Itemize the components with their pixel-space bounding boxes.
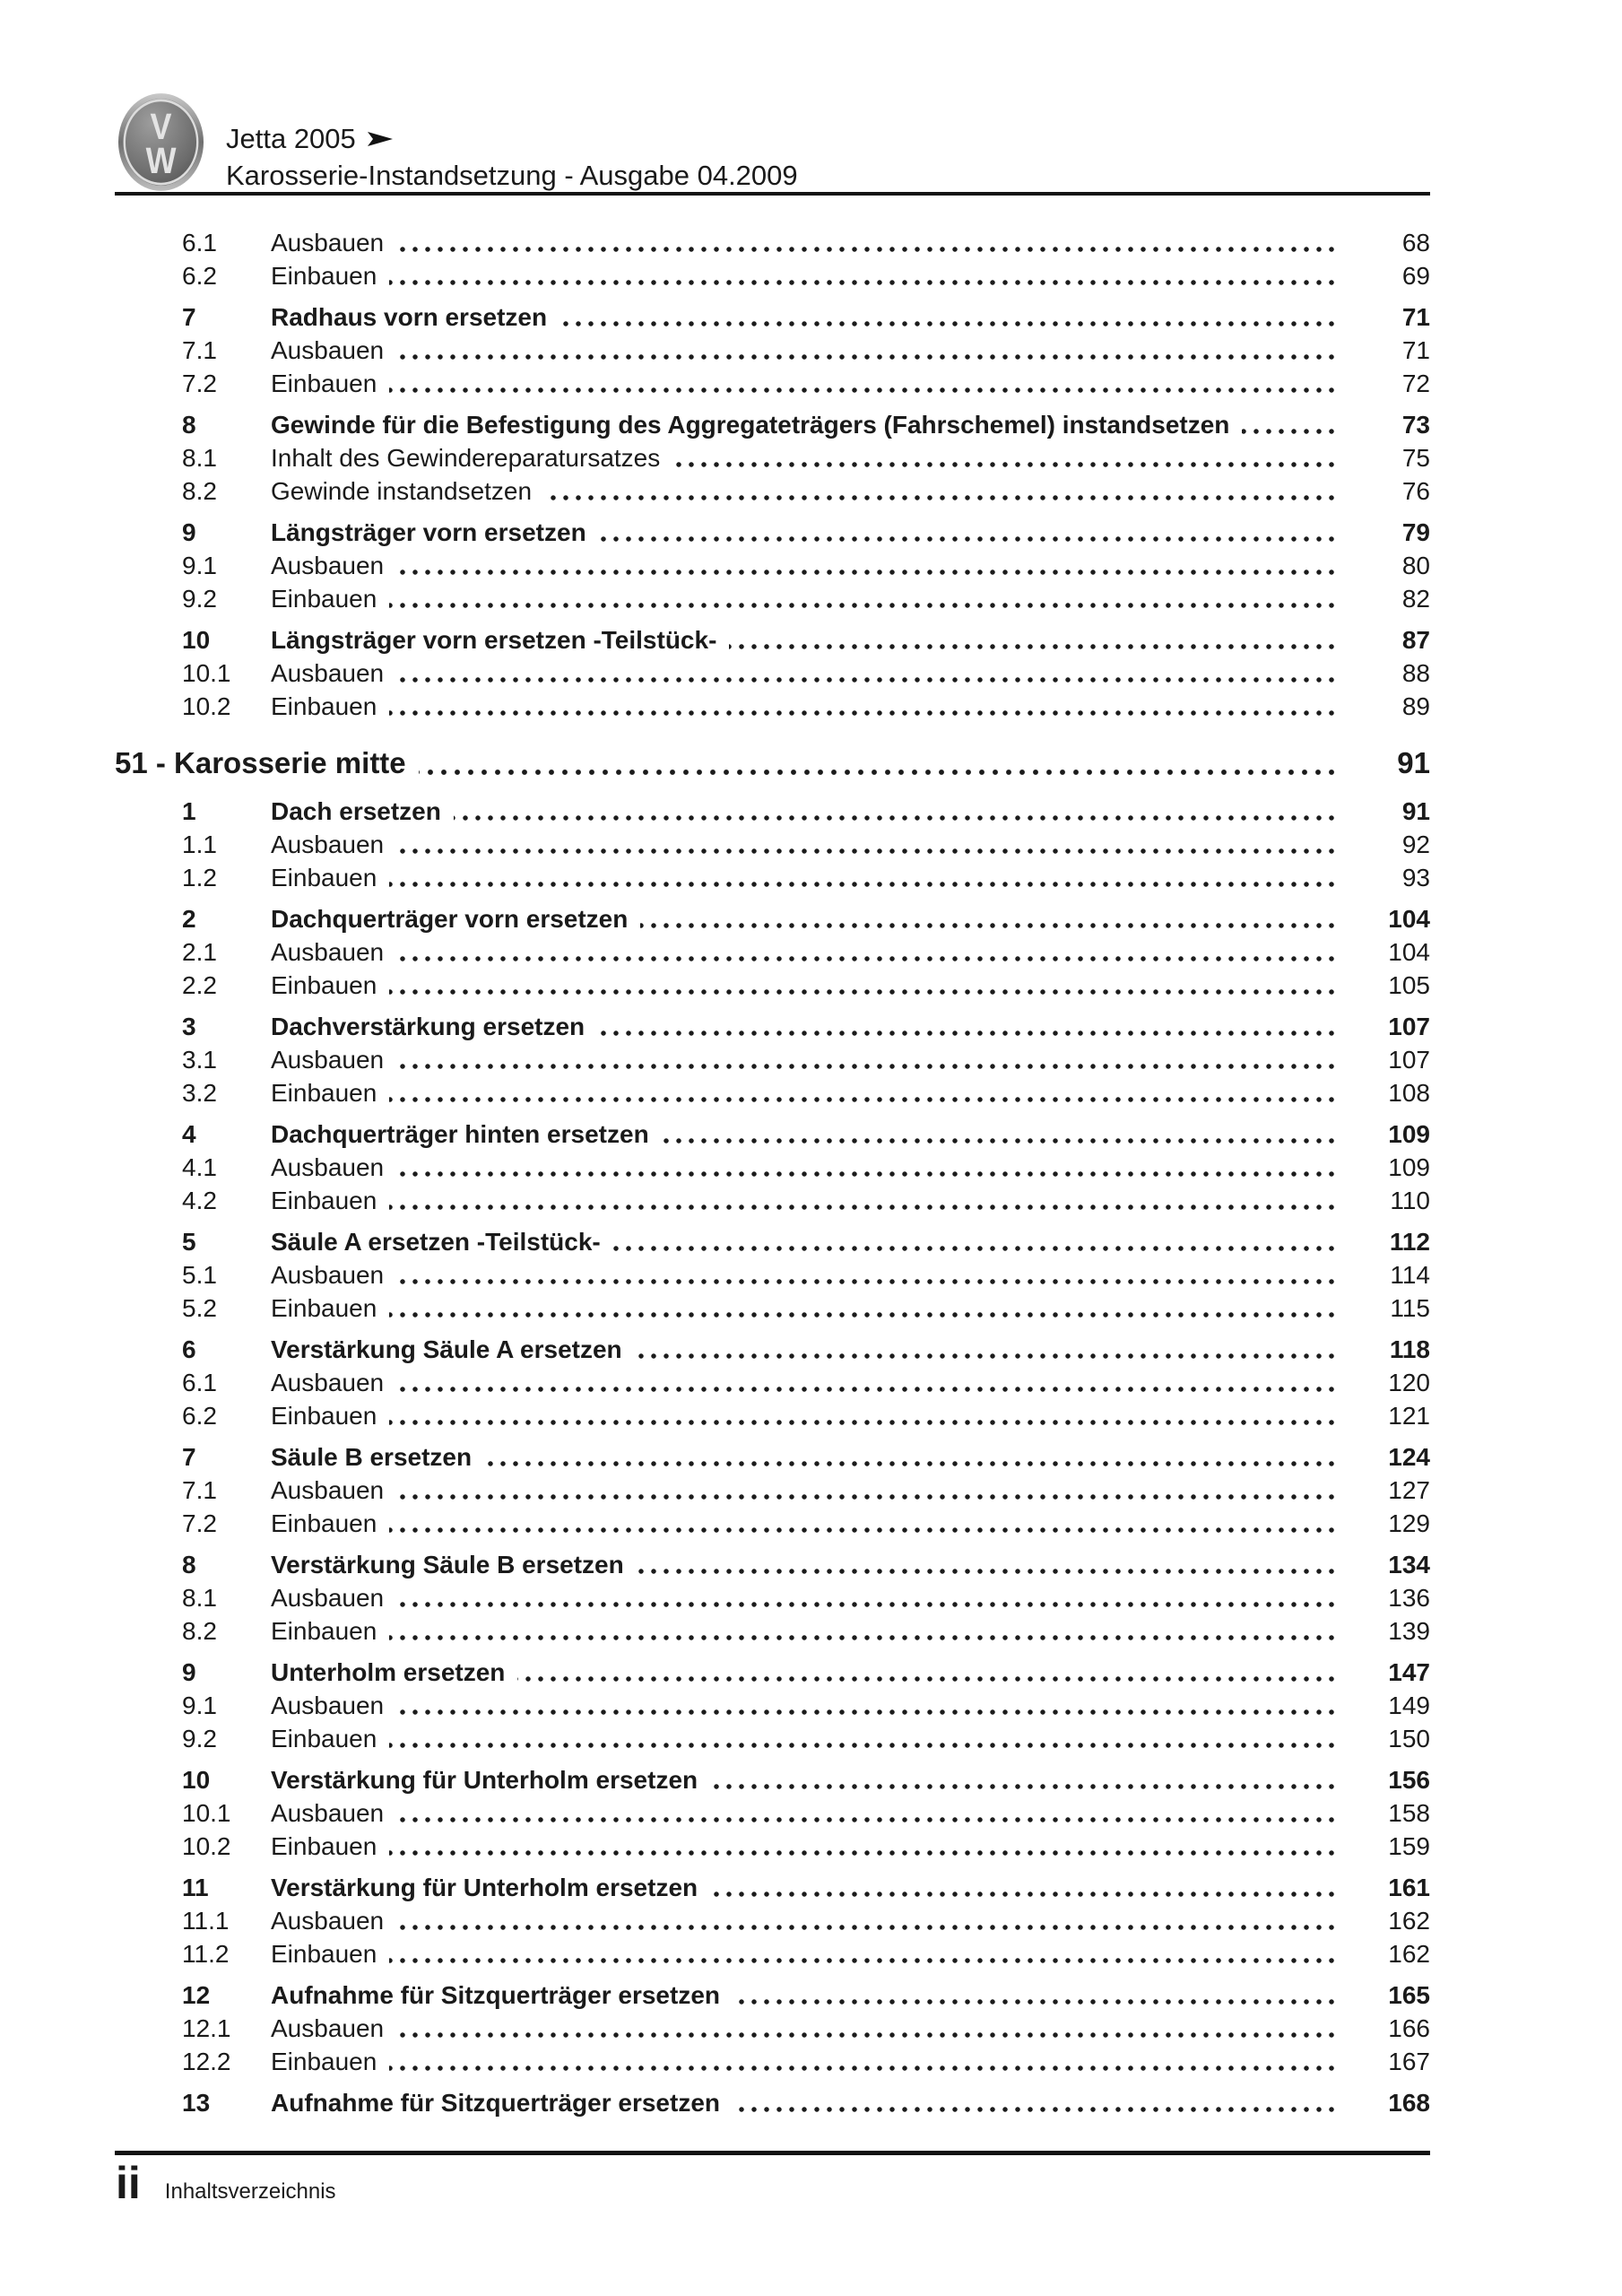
entry-title: Ausbauen: [271, 2014, 396, 2042]
dot-leader: [271, 259, 1339, 292]
entry-title: Ausbauen: [271, 1692, 396, 1719]
entry-title: Einbauen: [271, 2048, 389, 2075]
entry-number: 7.1: [182, 336, 217, 364]
entry-page: 108: [1388, 1079, 1430, 1107]
toc-entry: [115, 516, 1430, 549]
entry-title: Einbauen: [271, 262, 389, 290]
entry-title: Einbauen: [271, 1402, 389, 1430]
entry-number: 8.2: [182, 1617, 217, 1645]
entry-number: 6.2: [182, 1402, 217, 1430]
entry-page: 88: [1401, 659, 1430, 687]
toc-entry: [115, 334, 1430, 367]
footer: [116, 2156, 336, 2210]
toc-section-heading: [115, 743, 1430, 784]
entry-title: Verstärkung Säule A ersetzen: [271, 1335, 635, 1363]
toc-entry: [115, 1581, 1430, 1614]
entry-title: Unterholm ersetzen: [271, 1658, 517, 1686]
entry-number: 9.2: [182, 585, 217, 613]
entry-title: Ausbauen: [271, 1799, 396, 1827]
entry-page: 80: [1401, 552, 1430, 579]
entry-page: 92: [1401, 831, 1430, 858]
dot-leader: [271, 1689, 1339, 1722]
toc-entry: [115, 1076, 1430, 1109]
toc-entry: [115, 474, 1430, 508]
toc-entry: [115, 226, 1430, 259]
dot-leader: [271, 1548, 1339, 1581]
entry-title: Radhaus vorn ersetzen: [271, 303, 559, 331]
entry-title: Ausbauen: [271, 1153, 396, 1181]
entry-page: 105: [1388, 971, 1430, 999]
entry-title: Ausbauen: [271, 1261, 396, 1289]
entry-number: 5.2: [182, 1294, 217, 1322]
entry-page: 73: [1401, 411, 1430, 439]
dot-leader: [115, 743, 1339, 784]
entry-number: 7: [182, 303, 196, 331]
entry-title: Einbauen: [271, 692, 389, 720]
entry-number: 9: [182, 1658, 196, 1686]
dot-leader: [271, 1830, 1339, 1863]
entry-page: 109: [1388, 1153, 1430, 1181]
entry-page: 110: [1390, 1187, 1430, 1214]
dot-leader: [271, 861, 1339, 894]
entry-page: 149: [1388, 1692, 1430, 1719]
entry-title: Aufnahme für Sitzquerträger ersetzen: [271, 1981, 733, 2009]
dot-leader: [271, 334, 1339, 367]
entry-page: 115: [1390, 1294, 1430, 1322]
toc-entry: [115, 1474, 1430, 1507]
toc-entry: [115, 2086, 1430, 2119]
entry-number: 10.1: [182, 1799, 231, 1827]
entry-title: Verstärkung für Unterholm ersetzen: [271, 1874, 710, 1901]
entry-number: 8.1: [182, 1584, 217, 1612]
toc-entry: [115, 300, 1430, 334]
logo-letter-w: W: [145, 140, 177, 182]
entry-page: 69: [1401, 262, 1430, 290]
entry-number: 7: [182, 1443, 196, 1471]
toc-entry: [115, 969, 1430, 1002]
entry-number: 6: [182, 1335, 196, 1363]
entry-title: Einbauen: [271, 1187, 389, 1214]
entry-number: 12.1: [182, 2014, 231, 2042]
entry-page: 118: [1389, 1335, 1430, 1363]
page-number-roman: ii: [116, 2158, 141, 2208]
entry-page: 129: [1388, 1509, 1430, 1537]
entry-number: 3.2: [182, 1079, 217, 1107]
entry-number: 1.1: [182, 831, 217, 858]
entry-page: 127: [1388, 1476, 1430, 1504]
entry-number: 5.1: [182, 1261, 217, 1289]
model-title: Jetta 2005: [226, 123, 356, 154]
entry-page: 156: [1388, 1766, 1430, 1794]
dot-leader: [271, 226, 1339, 259]
toc-entry: [115, 623, 1430, 657]
toc-entry: [115, 657, 1430, 690]
toc-entry: [115, 1440, 1430, 1474]
entry-number: 7.1: [182, 1476, 217, 1504]
entry-page: 71: [1401, 303, 1430, 331]
dot-leader: [271, 1043, 1339, 1076]
entry-title: Einbauen: [271, 370, 389, 397]
dot-leader: [271, 1292, 1339, 1325]
entry-number: 1: [182, 797, 196, 825]
entry-page: 109: [1388, 1120, 1430, 1148]
toc-entry: [115, 1548, 1430, 1581]
entry-number: 5: [182, 1228, 196, 1256]
toc-entry: [115, 1763, 1430, 1796]
dot-leader: [271, 1474, 1339, 1507]
toc-entry: [115, 1366, 1430, 1399]
entry-number: 8: [182, 411, 196, 439]
entry-page: 134: [1388, 1551, 1430, 1578]
entry-page: 68: [1401, 229, 1430, 257]
toc-entry: [115, 935, 1430, 969]
dot-leader: [271, 828, 1339, 861]
dot-leader: [271, 969, 1339, 1002]
toc-entry: [115, 1830, 1430, 1863]
entry-title: Verstärkung Säule B ersetzen: [271, 1551, 637, 1578]
entry-number: 12.2: [182, 2048, 231, 2075]
entry-title: Ausbauen: [271, 1046, 396, 1074]
toc-entry: [115, 1904, 1430, 1937]
entry-title: Ausbauen: [271, 336, 396, 364]
dot-leader: [271, 1010, 1339, 1043]
entry-number: 9.1: [182, 552, 217, 579]
entry-title: Einbauen: [271, 585, 389, 613]
toc-entry: [115, 1258, 1430, 1292]
dot-leader: [271, 367, 1339, 400]
entry-title: Ausbauen: [271, 659, 396, 687]
entry-number: 8: [182, 1551, 196, 1578]
entry-title: Dachquerträger hinten ersetzen: [271, 1120, 662, 1148]
toc-entry: [115, 1871, 1430, 1904]
dot-leader: [271, 2045, 1339, 2078]
dot-leader: [271, 1722, 1339, 1755]
dot-leader: [271, 474, 1339, 508]
entry-title: 51 - Karosserie mitte: [115, 746, 419, 779]
toc-entry: [115, 795, 1430, 828]
dot-leader: [271, 1258, 1339, 1292]
entry-number: 2.1: [182, 938, 217, 966]
toc-entry: [115, 408, 1430, 441]
toc-entry: [115, 1614, 1430, 1648]
entry-page: 165: [1388, 1981, 1430, 2009]
dot-leader: [271, 1399, 1339, 1432]
entry-title: Einbauen: [271, 1509, 389, 1537]
entry-page: 150: [1388, 1725, 1430, 1752]
dot-leader: [271, 549, 1339, 582]
entry-page: 89: [1401, 692, 1430, 720]
entry-page: 161: [1388, 1874, 1430, 1901]
dot-leader: [271, 1979, 1339, 2012]
toc-entry: [115, 1333, 1430, 1366]
dot-leader: [271, 657, 1339, 690]
entry-page: 72: [1401, 370, 1430, 397]
toc-entry: [115, 1399, 1430, 1432]
entry-number: 3.1: [182, 1046, 217, 1074]
dot-leader: [271, 1507, 1339, 1540]
dot-leader: [271, 441, 1339, 474]
entry-page: 93: [1401, 864, 1430, 891]
entry-title: Ausbauen: [271, 1584, 396, 1612]
dot-leader: [271, 1184, 1339, 1217]
toc-entry: [115, 1184, 1430, 1217]
dot-leader: [271, 690, 1339, 723]
entry-title: Einbauen: [271, 1617, 389, 1645]
footer-divider: [115, 2151, 1430, 2155]
entry-number: 4: [182, 1120, 196, 1148]
entry-page: 147: [1388, 1658, 1430, 1686]
entry-title: Ausbauen: [271, 938, 396, 966]
entry-page: 162: [1388, 1940, 1430, 1968]
entry-page: 121: [1388, 1402, 1430, 1430]
toc-entry: [115, 1043, 1430, 1076]
dot-leader: [271, 2012, 1339, 2045]
entry-number: 10: [182, 1766, 211, 1794]
dot-leader: [271, 2086, 1339, 2119]
entry-number: 3: [182, 1013, 196, 1040]
header: [226, 124, 798, 191]
arrow-right-icon: [368, 131, 393, 147]
entry-number: 6.1: [182, 1369, 217, 1396]
entry-number: 4.1: [182, 1153, 217, 1181]
entry-page: 104: [1388, 938, 1430, 966]
entry-number: 10: [182, 626, 211, 654]
entry-title: Inhalt des Gewindereparatursatzes: [271, 444, 672, 472]
dot-leader: [271, 516, 1339, 549]
entry-page: 120: [1388, 1369, 1430, 1396]
entry-number: 8.2: [182, 477, 217, 505]
toc-entry: [115, 1292, 1430, 1325]
entry-page: 91: [1397, 746, 1430, 779]
dot-leader: [271, 902, 1339, 935]
dot-leader: [271, 1225, 1339, 1258]
entry-title: Ausbauen: [271, 1907, 396, 1935]
toc-entry: [115, 1937, 1430, 1970]
entry-title: Gewinde instandsetzen: [271, 477, 544, 505]
entry-page: 112: [1389, 1228, 1430, 1256]
vw-logo-icon: [117, 92, 204, 192]
toc-entry: [115, 690, 1430, 723]
entry-number: 9: [182, 518, 196, 546]
entry-number: 13: [182, 2089, 211, 2117]
toc-entry: [115, 1507, 1430, 1540]
entry-number: 12: [182, 1981, 211, 2009]
toc-entry: [115, 902, 1430, 935]
toc-entry: [115, 2045, 1430, 2078]
entry-page: 162: [1388, 1907, 1430, 1935]
entry-title: Säule A ersetzen -Teilstück-: [271, 1228, 613, 1256]
header-divider: [115, 192, 1430, 196]
entry-number: 1.2: [182, 864, 217, 891]
entry-title: Einbauen: [271, 864, 389, 891]
entry-number: 6.2: [182, 262, 217, 290]
entry-page: 124: [1388, 1443, 1430, 1471]
entry-page: 82: [1401, 585, 1430, 613]
dot-leader: [271, 1937, 1339, 1970]
toc-entry: [115, 1225, 1430, 1258]
entry-number: 7.2: [182, 370, 217, 397]
entry-page: 104: [1388, 905, 1430, 933]
dot-leader: [271, 1118, 1339, 1151]
dot-leader: [271, 1614, 1339, 1648]
entry-number: 10.1: [182, 659, 231, 687]
dot-leader: [271, 1151, 1339, 1184]
entry-number: 9.2: [182, 1725, 217, 1752]
entry-title: Einbauen: [271, 1832, 389, 1860]
entry-title: Dach ersetzen: [271, 797, 454, 825]
entry-page: 158: [1388, 1799, 1430, 1827]
toc-entry: [115, 1010, 1430, 1043]
entry-title: Ausbauen: [271, 1476, 396, 1504]
toc-entry: [115, 1118, 1430, 1151]
entry-number: 8.1: [182, 444, 217, 472]
entry-page: 136: [1388, 1584, 1430, 1612]
toc-entry: [115, 367, 1430, 400]
entry-title: Ausbauen: [271, 831, 396, 858]
entry-page: 79: [1401, 518, 1430, 546]
entry-title: Längsträger vorn ersetzen: [271, 518, 599, 546]
entry-title: Einbauen: [271, 971, 389, 999]
dot-leader: [271, 1904, 1339, 1937]
entry-number: 11.2: [182, 1940, 230, 1968]
entry-page: 71: [1401, 336, 1430, 364]
entry-page: 139: [1388, 1617, 1430, 1645]
entry-page: 167: [1388, 2048, 1430, 2075]
dot-leader: [271, 1871, 1339, 1904]
toc-entry: [115, 1151, 1430, 1184]
logo-letter-v: V: [150, 106, 172, 148]
toc-entry: [115, 828, 1430, 861]
entry-page: 91: [1401, 797, 1430, 825]
entry-title: Säule B ersetzen: [271, 1443, 484, 1471]
toc-entry: [115, 259, 1430, 292]
dot-leader: [271, 623, 1339, 657]
entry-number: 7.2: [182, 1509, 217, 1537]
dot-leader: [271, 1763, 1339, 1796]
entry-title: Ausbauen: [271, 1369, 396, 1396]
entry-title: Ausbauen: [271, 229, 396, 257]
table-of-contents: [115, 226, 1430, 2119]
entry-title: Einbauen: [271, 1294, 389, 1322]
entry-number: 9.1: [182, 1692, 217, 1719]
entry-page: 168: [1388, 2089, 1430, 2117]
entry-number: 11.1: [182, 1907, 230, 1935]
entry-page: 75: [1401, 444, 1430, 472]
entry-title: Ausbauen: [271, 552, 396, 579]
entry-number: 2.2: [182, 971, 217, 999]
dot-leader: [271, 408, 1339, 441]
entry-title: Dachquerträger vorn ersetzen: [271, 905, 640, 933]
dot-leader: [271, 795, 1339, 828]
entry-page: 159: [1388, 1832, 1430, 1860]
dot-leader: [271, 935, 1339, 969]
entry-page: 76: [1401, 477, 1430, 505]
dot-leader: [271, 1581, 1339, 1614]
entry-page: 107: [1388, 1046, 1430, 1074]
entry-title: Aufnahme für Sitzquerträger ersetzen: [271, 2089, 733, 2117]
entry-number: 6.1: [182, 229, 217, 257]
entry-number: 11: [182, 1874, 209, 1901]
dot-leader: [271, 1440, 1339, 1474]
dot-leader: [271, 1076, 1339, 1109]
entry-number: 10.2: [182, 692, 231, 720]
vw-logo: [117, 92, 204, 192]
entry-number: 2: [182, 905, 196, 933]
dot-leader: [271, 1656, 1339, 1689]
entry-number: 10.2: [182, 1832, 231, 1860]
entry-title: Dachverstärkung ersetzen: [271, 1013, 597, 1040]
entry-title: Einbauen: [271, 1079, 389, 1107]
dot-leader: [271, 1333, 1339, 1366]
toc-entry: [115, 1689, 1430, 1722]
toc-entry: [115, 2012, 1430, 2045]
entry-title: Gewinde für die Befestigung des Aggregateträgers (Fahrschemel) instandsetzen: [271, 411, 1242, 439]
document-subtitle: Karosserie-Instandsetzung - Ausgabe 04.2009: [226, 160, 798, 191]
entry-page: 107: [1388, 1013, 1430, 1040]
dot-leader: [271, 300, 1339, 334]
toc-entry: [115, 1796, 1430, 1830]
toc-entry: [115, 1979, 1430, 2012]
toc-entry: [115, 582, 1430, 615]
toc-entry: [115, 861, 1430, 894]
entry-number: 4.2: [182, 1187, 217, 1214]
dot-leader: [271, 582, 1339, 615]
entry-page: 114: [1390, 1261, 1430, 1289]
entry-title: Verstärkung für Unterholm ersetzen: [271, 1766, 710, 1794]
entry-page: 87: [1401, 626, 1430, 654]
entry-title: Längsträger vorn ersetzen -Teilstück-: [271, 626, 729, 654]
toc-entry: [115, 441, 1430, 474]
entry-title: Einbauen: [271, 1725, 389, 1752]
dot-leader: [271, 1796, 1339, 1830]
entry-page: 166: [1388, 2014, 1430, 2042]
toc-entry: [115, 1656, 1430, 1689]
toc-entry: [115, 549, 1430, 582]
footer-label: Inhaltsverzeichnis: [164, 2179, 336, 2204]
entry-title: Einbauen: [271, 1940, 389, 1968]
toc-entry: [115, 1722, 1430, 1755]
dot-leader: [271, 1366, 1339, 1399]
